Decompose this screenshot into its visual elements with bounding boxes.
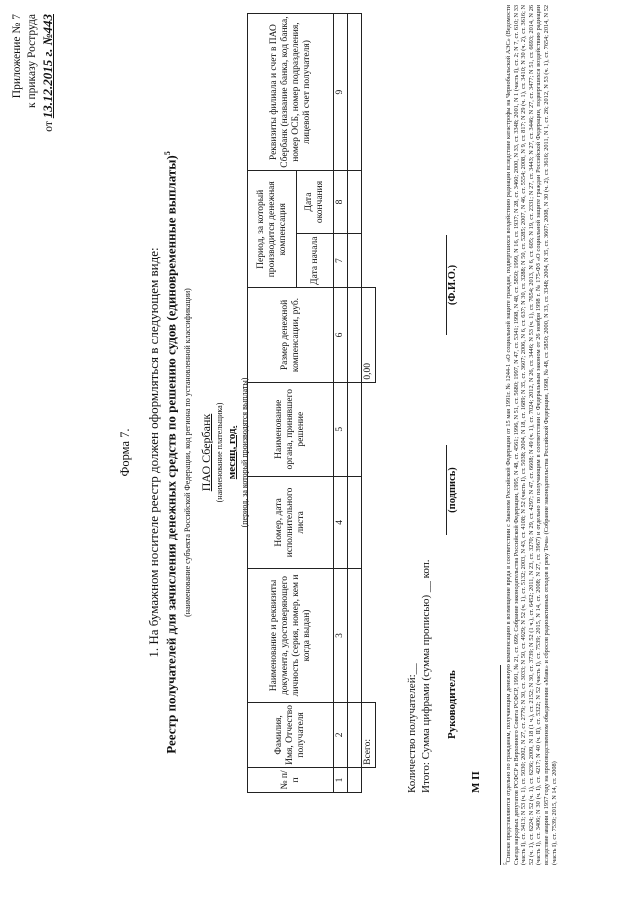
registry-title — [163, 0, 179, 905]
total-label: Всего: — [362, 702, 376, 767]
footnote-mark: 5 — [503, 862, 509, 865]
registry-table — [247, 13, 376, 793]
appendix-line2: к приказу Роструда — [26, 14, 38, 108]
table-header-row — [248, 14, 297, 793]
header-end-date: Дата окончания — [297, 171, 334, 234]
payer-note: (наименование плательщика) — [215, 402, 224, 503]
recipients-count: Количество получателей:__ — [406, 663, 418, 793]
appendix-date-prefix: от — [43, 121, 55, 132]
header-number: № п/п — [248, 767, 334, 792]
column-number: 7 — [334, 233, 348, 287]
header-full-name: Фамилия, Имя, Отчество получателя — [248, 702, 334, 767]
column-number-row — [334, 14, 348, 793]
table-row — [348, 14, 362, 793]
stamp-place-label: М П — [470, 771, 482, 793]
registry-title-footnote-mark: 5 — [163, 151, 172, 156]
form-title: Форма 7. — [118, 428, 132, 477]
full-name-label: (Ф.И.О.) — [446, 235, 458, 335]
appendix-block — [10, 14, 57, 132]
period-value: месяц, год. — [226, 425, 238, 480]
subject-note: (наименование субъекта Российской Федерации, код региона по установленной классификации) — [183, 288, 192, 617]
appendix-line1: Приложение № 7 — [11, 14, 23, 99]
header-period: Период, за который производится денежная компенсация — [248, 171, 297, 288]
column-number: 6 — [334, 288, 348, 382]
column-number: 2 — [334, 702, 348, 767]
header-writ: Номер, дата исполнительного листа — [248, 476, 334, 568]
footnote-rule — [500, 665, 501, 865]
header-bank-details: Реквизиты филиала и счет в ПАО Сбербанк (название банка, код банка, номер ОСБ, номер подразделения, лицевой счет получателя) — [248, 14, 334, 171]
total-amount: 0,00 — [362, 288, 376, 382]
appendix-date — [40, 14, 57, 132]
header-start-date: Дата начала — [297, 233, 334, 287]
total-row — [362, 14, 376, 793]
column-number: 1 — [334, 767, 348, 792]
payer-value: ПАО Сбербанк — [199, 413, 213, 492]
header-court: Наименование органа, принявшего решение — [248, 382, 334, 476]
column-number: 9 — [334, 14, 348, 171]
appendix-date-handwritten: 13.12.2015 г. №443 — [40, 14, 55, 119]
total-sum-line: Итого: Сумма цифрами (сумма прописью) __ коп. — [420, 559, 432, 793]
footnote-text: Списки представляются отдельно по гражданам, получающим денежную компенсацию в возмещение вреда в соответствии с Законом Российской Федерации от 15 мая 1991г. № 1244-1 «О социальной защите граждан, подвергшихся воздействию радиации вследствие катастрофы на Чернобыльской АЭС» (Ведомости Съезда народных депутатов РСФСР и Верховного Совета РСФСР, 1991, № 21, ст. 699; Собрание законодательства Российской Федерации, 1995, N 48, ст. 4561; 1996, N 51, ст. 5680; 1997, N 47, ст. 5341; 1998, N 48, ст. 5850; 1999, N 16, ст. 1937; N 28, ст. 3460; 2000, N 33, ст. 3348; 2001, N 1 (часть I), ст. 2; N 7, ст. 610; N 33 (часть I), ст. 3413; N 53 (ч. 1), ст. 5030; 2002, N 27, ст. 2779; N 30, ст. 3033; N 50, ст. 4929; N 52 (ч. 1), ст. 5132; 2003, N 43, ст. 4108; N 52 (часть I), ст. 5038; 2004, N 18, ст. 1689; N 35, ст. 3607; 2006, N 6, ст. 637; N 30, ст. 3288; N 50, ст. 5285; 2007, N 46, ст. 5554; 2008, N 9, ст. 817; N 29 (ч. 1), ст. 3410; N 30 (ч. 2), ст. 3616; N 52 (ч. 1), ст. 6224; N 52 (ч. 1), ст. 6236; 2009, N 18 (1 ч.), ст. 2152; N 30, ст. 3739; N 52 (1 ч.), ст. 6452; 2011, N 23, ст. 3270; N 29, ст. 4297; N 47, ст. 6608; N 49 (ч. 1), ст. 7024; 2012, N 26, ст. 3446; N 53 (ч. 1), ст. 7654; 2013, N 6, ст. 605; N 19, ст. 2331; N 27, ст. 3443; N 27, ст. 3446; N 27, ст. 3477; N 51, ст. 6693; 2014, N 26 (часть I), ст. 3406; N 30 (ч. I), ст. 4217; N 40 (ч. II), ст. 5322; N 52 (часть I), ст. 7539; 2015, N 14, ст. 2008; N 27, ст. 3967) и отдельно по получающим в соответствии с Федеральным законом от 26 ноября 1998 г. № 175-ФЗ «О социальной защите граждан Российской Федерации, подвергшихся воздействию радиации вследствие аварии в 1957 году на производственном объединении «Маяк» и сбросов радиоактивных отходов в реку Теча» (Собрание законодательства Российской Федерации, 1998, № 48, ст. 5850; 2000, N 33, ст. 3348; 2004, N 35, ст. 3607; 2008, N 30 (ч. 2), ст. 3616; 2011, N 1, ст. 26; 2012, N 53 (ч. 1), ст. 7654; 2014, N 52 (часть I), ст. 7539; 2015, N 14, ст. 2008) — [505, 5, 558, 865]
column-number: 8 — [334, 171, 348, 234]
heading-instruction: 1. На бумажном носителе реестр должен оформляться в следующем виде: — [146, 247, 161, 658]
head-label: Руководитель — [446, 670, 458, 739]
column-number: 4 — [334, 476, 348, 568]
period-note: (период, за который производятся выплаты) — [240, 377, 249, 528]
column-number: 3 — [334, 568, 348, 702]
header-amount: Размер денежной компенсации, руб. — [248, 288, 334, 382]
footnote — [500, 5, 558, 865]
header-id-document: Наименование и реквизиты документа, удостоверяющего личность (серия, номер, кем и когда выдан) — [248, 568, 334, 702]
signature-label: (подпись) — [446, 445, 458, 535]
registry-title-text: Реестр получателей для зачисления денежных средств по решению судов (единовременные выплаты) — [163, 155, 179, 754]
column-number: 5 — [334, 382, 348, 476]
